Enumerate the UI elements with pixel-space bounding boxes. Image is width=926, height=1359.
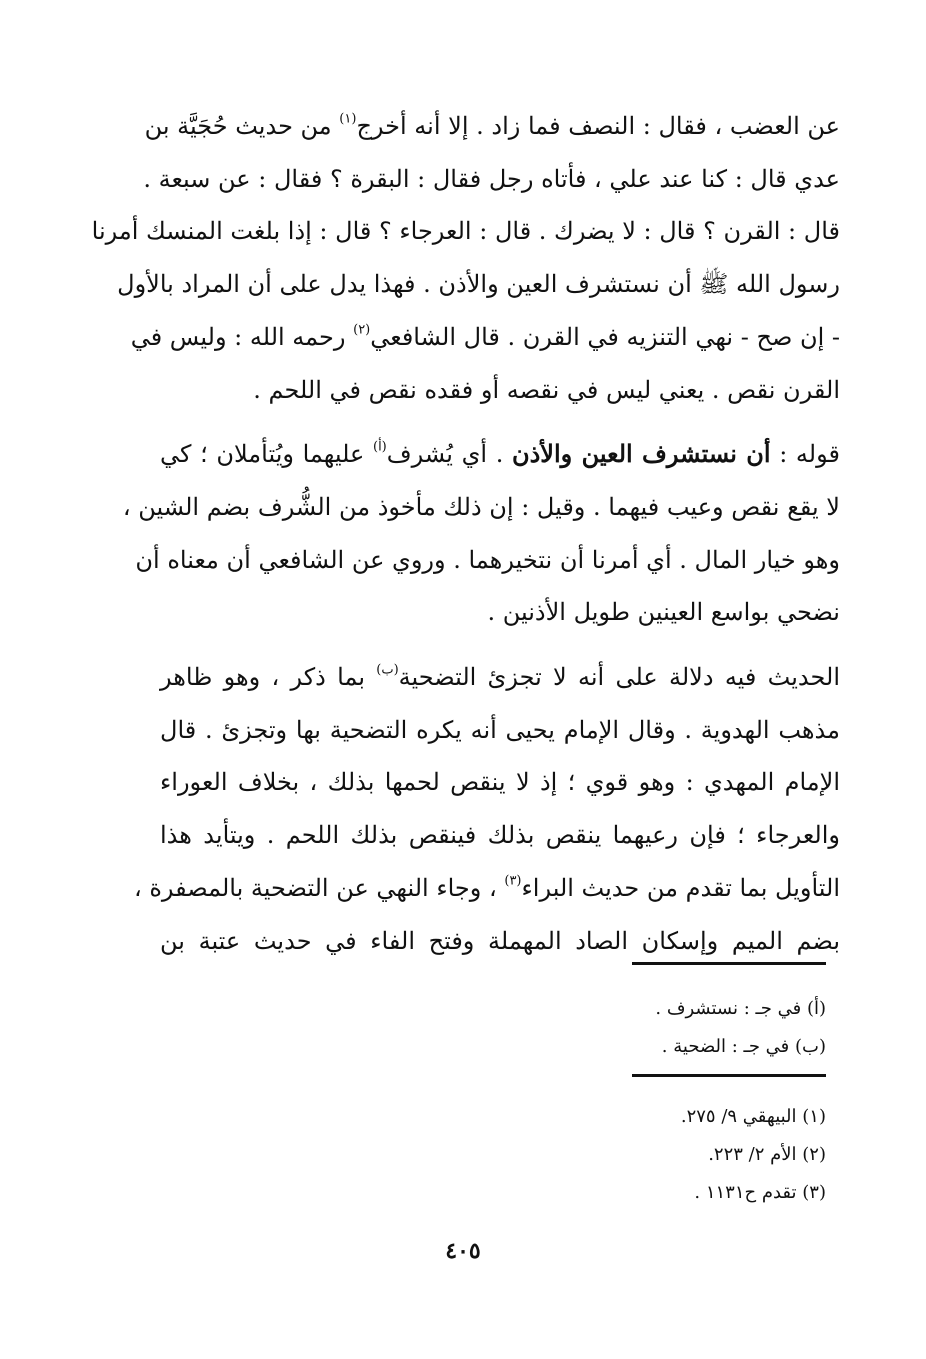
text-line: رسول الله ﷺ أن نستشرف العين والأذن . فهذا يدل على أن المراد بالأول xyxy=(117,270,840,299)
footnote-divider xyxy=(632,1074,826,1077)
text-segment: عليهما ويُتأملان ؛ كي xyxy=(160,440,373,469)
text-segment: التأويل بما تقدم من حديث البراء xyxy=(521,873,840,902)
text-segment: بما ذكر ، وهو ظاهر xyxy=(160,663,377,692)
text-line: القرن نقص . يعني ليس في نقصه أو فقده نقص في اللحم . xyxy=(253,375,840,404)
text-line: مذهب الهدوية . وقال الإمام يحيى أنه يكره التضحية بها وتجزئ . قال xyxy=(160,715,840,744)
variant-note: (ب) في جـ : الضحية . xyxy=(661,1036,826,1057)
footnote-ref: (أ) xyxy=(373,439,387,455)
text-line xyxy=(160,651,840,704)
text-segment: - إن صح - نهي التنزيه في القرن . قال الشافعي xyxy=(370,322,840,351)
text-line: قال : القرن ؟ قال : لا يضرك . قال : العرجاء ؟ قال : إذا بلغت المنسك أمرنا xyxy=(91,217,840,246)
footnote-divider xyxy=(632,962,826,965)
main-text xyxy=(91,100,840,979)
text-line: نضحي بواسع العينين طويل الأذنين . xyxy=(487,598,840,627)
text-line xyxy=(160,428,840,481)
text-line xyxy=(144,100,840,153)
footnote-ref: (٢) xyxy=(353,322,371,338)
text-line: بضم الميم وإسكان الصاد المهملة وفتح الفاء في حديث عتبة بن xyxy=(160,926,840,955)
text-segment: الحديث فيه دلالة على أنه لا تجزئ التضحية xyxy=(398,663,840,692)
variant-notes xyxy=(426,990,826,1066)
source-note: (٢) الأم ٢/ ٢٢٣. xyxy=(708,1144,826,1165)
footnote-ref: (١) xyxy=(339,111,357,127)
text-segment: من حديث حُجَيَّة بن xyxy=(144,112,340,140)
text-segment: ، وجاء النهي عن التضحية بالمصفرة ، xyxy=(133,873,505,902)
page-number: ٤٠٥ xyxy=(445,1238,481,1264)
text-segment: رحمه الله : وليس في xyxy=(130,322,354,351)
text-line: الإمام المهدي : وهو قوي ؛ إذ لا ينقص لحمها بذلك ، بخلاف العوراء xyxy=(160,768,840,797)
text-line xyxy=(133,862,840,915)
footnote-ref: (ب) xyxy=(376,662,399,678)
text-line: وهو خيار المال . أي أمرنا أن نتخيرهما . وروي عن الشافعي أن معناه أن xyxy=(135,545,840,574)
text-line: لا يقع نقص وعيب فيهما . وقيل : إن ذلك مأخوذ من الشُّرف بضم الشين ، xyxy=(122,492,840,521)
paragraph-3 xyxy=(133,651,840,967)
variant-note: (أ) في جـ : نستشرف . xyxy=(655,998,826,1019)
text-segment: قوله : xyxy=(770,440,840,469)
text-segment: . أي يُشرف xyxy=(386,440,512,469)
paragraph-2 xyxy=(122,428,840,639)
source-note: (١) البيهقي ٩/ ٢٧٥. xyxy=(680,1106,826,1127)
paragraph-1 xyxy=(91,100,840,416)
source-note: (٣) تقدم ح١١٣١ . xyxy=(694,1182,826,1203)
text-segment: عن العضب ، فقال : النصف فما زاد . إلا أنه أخرج xyxy=(356,112,840,140)
text-line: عدي قال : كنا عند علي ، فأتاه رجل فقال : البقرة ؟ فقال : عن سبعة . xyxy=(143,164,840,193)
source-notes xyxy=(426,1098,826,1212)
text-line xyxy=(130,311,840,364)
text-line: والعرجاء ؛ فإن رعيهما ينقص بذلك فينقص بذلك اللحم . ويتأيد هذا xyxy=(160,821,840,850)
quoted-phrase: أن نستشرف العين والأذن xyxy=(511,439,771,469)
footnote-ref: (٣) xyxy=(504,873,522,889)
